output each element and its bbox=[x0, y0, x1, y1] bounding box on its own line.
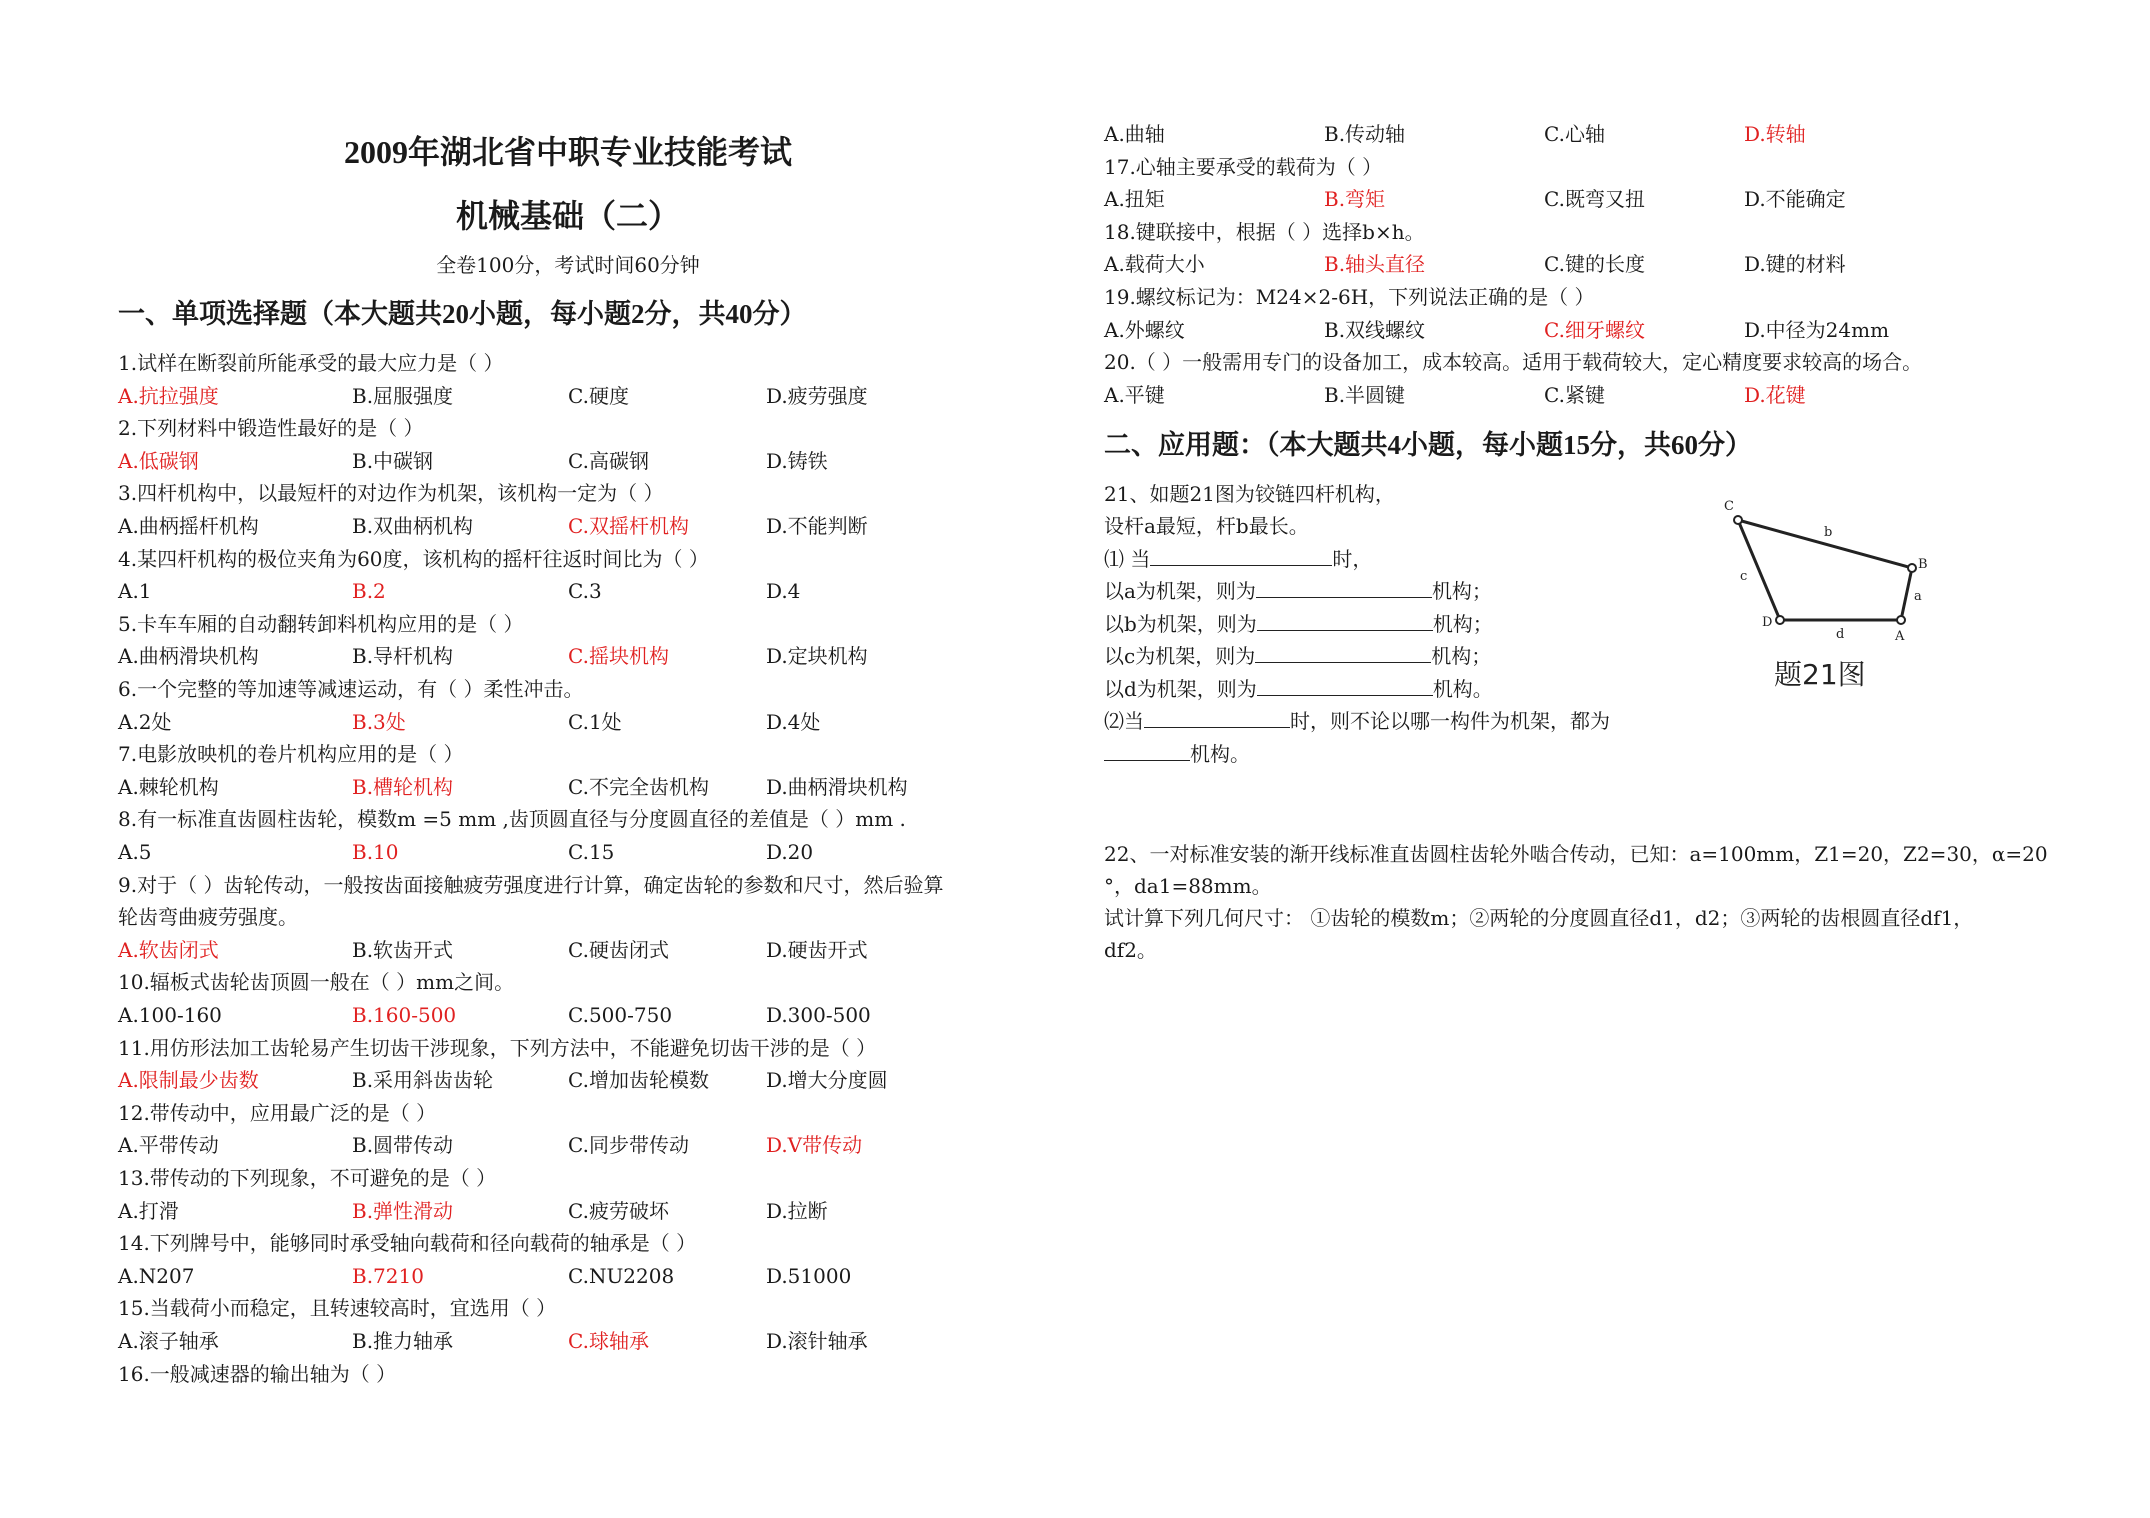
exam-subtitle: 机械基础（二） bbox=[455, 198, 680, 234]
option-c[interactable]: C.硬度 bbox=[568, 383, 629, 408]
option-c[interactable]: C.NU2208 bbox=[568, 1263, 675, 1288]
option-c[interactable]: C.增加齿轮模数 bbox=[568, 1068, 709, 1093]
option-d[interactable]: D.增大分度圆 bbox=[766, 1068, 888, 1093]
label-link-b: b bbox=[1824, 525, 1833, 540]
question-9-stem: 9.对于（ ）齿轮传动，一般按齿面接触疲劳强度进行计算，确定齿轮的参数和尺寸，然后验算 bbox=[118, 872, 944, 897]
q21-line-9 bbox=[1104, 738, 1250, 770]
option-d[interactable]: D.不能判断 bbox=[766, 514, 868, 538]
joint-b bbox=[1908, 564, 1916, 572]
option-c[interactable]: C.心轴 bbox=[1544, 122, 1605, 146]
option-c[interactable]: C.既弯又扭 bbox=[1544, 187, 1645, 212]
question-19-stem: 19.螺纹标记为：M24×2-6H，下列说法正确的是（ ） bbox=[1104, 285, 1595, 309]
label-link-c: c bbox=[1740, 569, 1748, 584]
option-b[interactable]: B.2 bbox=[352, 579, 386, 604]
q21-text: 机构； bbox=[1431, 579, 1492, 603]
option-d[interactable]: D.滚针轴承 bbox=[766, 1329, 868, 1353]
option-a[interactable]: A.平键 bbox=[1104, 382, 1165, 407]
answer-blank[interactable] bbox=[1104, 738, 1190, 761]
label-joint-c: C bbox=[1724, 499, 1734, 514]
option-b[interactable]: B.3处 bbox=[352, 709, 406, 734]
q21-text: 机构。 bbox=[1432, 677, 1493, 701]
link-a bbox=[1901, 568, 1912, 620]
option-c[interactable]: C.3 bbox=[568, 579, 602, 604]
option-b[interactable]: B.软齿开式 bbox=[352, 937, 454, 962]
answer-blank[interactable] bbox=[1150, 543, 1332, 566]
question-15-stem: 15.当载荷小而稳定，且转速较高时，宜选用（ ） bbox=[118, 1296, 557, 1321]
option-d[interactable]: D.不能确定 bbox=[1744, 187, 1846, 212]
option-b[interactable]: B.弯矩 bbox=[1324, 187, 1386, 212]
option-a[interactable]: A.N207 bbox=[118, 1263, 195, 1288]
q22-line-4: df2。 bbox=[1104, 938, 1157, 962]
option-a[interactable]: A.2处 bbox=[118, 709, 172, 734]
option-d[interactable]: D.键的材料 bbox=[1744, 252, 1846, 277]
q21-line-3 bbox=[1104, 543, 1372, 575]
question-4-stem: 4.某四杆机构的极位夹角为60度，该机构的摇杆往返时间比为（ ） bbox=[118, 546, 709, 571]
section-2-heading: 二、应用题：（本大题共4小题，每小题15分，共60分） bbox=[1104, 430, 1752, 460]
option-a[interactable]: A.限制最少齿数 bbox=[118, 1068, 259, 1093]
option-b[interactable]: B.160-500 bbox=[352, 1003, 457, 1027]
option-b[interactable]: B.10 bbox=[352, 840, 399, 864]
question-1-stem: 1.试样在断裂前所能承受的最大应力是（ ） bbox=[118, 351, 504, 375]
question-5-stem: 5.卡车车厢的自动翻转卸料机构应用的是（ ） bbox=[118, 611, 524, 636]
q21-line-2: 设杆a最短，杆b最长。 bbox=[1104, 514, 1309, 538]
option-d[interactable]: D.定块机构 bbox=[766, 644, 868, 669]
option-c[interactable]: C.硬齿闭式 bbox=[568, 937, 669, 962]
q21-text: 机构。 bbox=[1190, 742, 1250, 766]
option-d[interactable]: D.51000 bbox=[766, 1263, 852, 1288]
option-b[interactable]: B.双曲柄机构 bbox=[352, 514, 474, 538]
q21-line-1: 21、如题21图为铰链四杆机构， bbox=[1104, 482, 1395, 506]
question-3-stem: 3.四杆机构中，以最短杆的对边作为机架，该机构一定为（ ） bbox=[118, 481, 664, 506]
exam-info: 全卷100分，考试时间60分钟 bbox=[436, 253, 700, 277]
q21-text: 机构； bbox=[1431, 644, 1492, 668]
option-d[interactable]: D.20 bbox=[766, 840, 814, 864]
q21-text: ⑵当 bbox=[1104, 709, 1144, 733]
option-d[interactable]: D.硬齿开式 bbox=[766, 937, 868, 962]
option-d[interactable]: D.4处 bbox=[766, 709, 821, 734]
answer-blank[interactable] bbox=[1255, 640, 1431, 663]
answer-blank[interactable] bbox=[1256, 575, 1432, 598]
q22-line-1: 22、一对标准安装的渐开线标准直齿圆柱齿轮外啮合传动，已知：a=100mm，Z1=20，Z2=30，α=20 bbox=[1104, 842, 2048, 866]
option-b[interactable]: B.弹性滑动 bbox=[352, 1198, 454, 1223]
q21-text: 以d为机架，则为 bbox=[1104, 677, 1257, 701]
option-b[interactable]: B.7210 bbox=[352, 1263, 424, 1288]
option-c[interactable]: C.疲劳破坏 bbox=[568, 1198, 669, 1223]
option-b[interactable]: B.导杆机构 bbox=[352, 644, 454, 669]
question-17-stem: 17.心轴主要承受的载荷为（ ） bbox=[1104, 154, 1383, 179]
question-8-stem: 8.有一标准直齿圆柱齿轮，模数m =5 mm ,齿顶圆直径与分度圆直径的差值是（ ）mm . bbox=[118, 807, 906, 832]
label-joint-d: D bbox=[1762, 615, 1773, 630]
joint-a bbox=[1897, 616, 1905, 624]
option-d[interactable]: D.中径为24mm bbox=[1744, 317, 1890, 342]
q21-text: 以c为机架，则为 bbox=[1104, 644, 1256, 668]
option-b[interactable]: B.中碳钢 bbox=[352, 448, 434, 473]
option-b[interactable]: B.双线螺纹 bbox=[1324, 317, 1426, 342]
question-11-stem: 11.用仿形法加工齿轮易产生切齿干涉现象，下列方法中，不能避免切齿干涉的是（ ） bbox=[118, 1035, 877, 1060]
option-c[interactable]: C.1处 bbox=[568, 709, 622, 734]
option-c[interactable]: C.紧键 bbox=[1544, 382, 1605, 407]
q21-text: 机构； bbox=[1432, 612, 1493, 636]
option-b[interactable]: B.圆带传动 bbox=[352, 1133, 454, 1158]
question-9-stem-cont: 轮齿弯曲疲劳强度。 bbox=[118, 905, 298, 930]
option-a[interactable]: A.曲柄滑块机构 bbox=[118, 644, 259, 669]
option-b[interactable]: B.轴头直径 bbox=[1324, 252, 1426, 277]
answer-blank[interactable] bbox=[1144, 705, 1290, 728]
option-b[interactable]: B.半圆键 bbox=[1324, 382, 1406, 407]
q21-line-6 bbox=[1104, 640, 1491, 672]
joint-d bbox=[1776, 616, 1784, 624]
option-c[interactable]: C.不完全齿机构 bbox=[568, 774, 709, 799]
option-a[interactable]: A.5 bbox=[118, 840, 152, 864]
label-joint-b: B bbox=[1918, 557, 1928, 572]
option-a[interactable]: A.载荷大小 bbox=[1104, 252, 1205, 277]
option-d[interactable]: D.300-500 bbox=[766, 1003, 871, 1027]
q21-text: 时， bbox=[1332, 547, 1373, 571]
q21-text: ⑴ 当 bbox=[1104, 547, 1151, 571]
option-c[interactable]: C.摇块机构 bbox=[568, 644, 669, 669]
option-c[interactable]: C.球轴承 bbox=[568, 1329, 649, 1353]
option-a[interactable]: A.平带传动 bbox=[118, 1133, 219, 1158]
question-13-stem: 13.带传动的下列现象，不可避免的是（ ） bbox=[118, 1166, 497, 1190]
option-b[interactable]: B.传动轴 bbox=[1324, 122, 1406, 146]
answer-blank[interactable] bbox=[1257, 673, 1433, 696]
option-a[interactable]: A.打滑 bbox=[118, 1198, 179, 1223]
q21-line-8 bbox=[1104, 705, 1610, 737]
option-a[interactable]: A.外螺纹 bbox=[1104, 317, 1185, 342]
question-14-stem: 14.下列牌号中，能够同时承受轴向载荷和径向载荷的轴承是（ ） bbox=[118, 1231, 697, 1256]
question-6-stem: 6.一个完整的等加速等减速运动，有（ ）柔性冲击。 bbox=[118, 677, 584, 701]
option-a[interactable]: A.低碳钢 bbox=[118, 448, 199, 473]
question-2-stem: 2.下列材料中锻造性最好的是（ ） bbox=[118, 416, 424, 441]
question-18-stem: 18.键联接中，根据（ ）选择b×h。 bbox=[1104, 219, 1425, 244]
option-a[interactable]: A.软齿闭式 bbox=[118, 937, 219, 962]
option-a[interactable]: A.抗拉强度 bbox=[118, 383, 219, 408]
q21-line-4 bbox=[1104, 575, 1492, 607]
option-d[interactable]: D.V带传动 bbox=[766, 1133, 863, 1158]
option-b[interactable]: B.采用斜齿齿轮 bbox=[352, 1068, 494, 1093]
question-20-stem: 20.（ ）一般需用专门的设备加工，成本较高。适用于载荷较大，定心精度要求较高的场合。 bbox=[1104, 350, 1923, 375]
option-d[interactable]: D.4 bbox=[766, 579, 801, 604]
q21-line-7 bbox=[1104, 673, 1493, 705]
label-link-d: d bbox=[1836, 627, 1845, 642]
option-a[interactable]: A.1 bbox=[118, 579, 152, 604]
option-c[interactable]: C.键的长度 bbox=[1544, 252, 1645, 277]
q21-text: 以a为机架，则为 bbox=[1104, 579, 1256, 603]
option-a[interactable]: A.100-160 bbox=[118, 1003, 222, 1027]
option-a[interactable]: A.棘轮机构 bbox=[118, 774, 219, 799]
four-bar-linkage-figure bbox=[1704, 488, 1944, 698]
q21-text: 时，则不论以哪一构件为机架，都为 bbox=[1290, 709, 1610, 733]
section-1-heading: 一、单项选择题（本大题共20小题，每小题2分，共40分） bbox=[118, 299, 807, 329]
option-c[interactable]: C.同步带传动 bbox=[568, 1133, 689, 1158]
question-7-stem: 7.电影放映机的卷片机构应用的是（ ） bbox=[118, 742, 464, 767]
option-b[interactable]: B.推力轴承 bbox=[352, 1329, 454, 1353]
exam-title: 2009年湖北省中职专业技能考试 bbox=[343, 134, 792, 170]
option-c[interactable]: C.500-750 bbox=[568, 1003, 673, 1027]
joint-c bbox=[1734, 516, 1742, 524]
option-c[interactable]: C.双摇杆机构 bbox=[568, 514, 689, 538]
option-c[interactable]: C.细牙螺纹 bbox=[1544, 317, 1645, 342]
option-d[interactable]: D.疲劳强度 bbox=[766, 383, 868, 408]
label-link-a: a bbox=[1914, 589, 1922, 604]
option-a[interactable]: A.曲柄摇杆机构 bbox=[118, 514, 259, 538]
option-a[interactable]: A.曲轴 bbox=[1104, 122, 1165, 146]
q22-line-2: °，da1=88mm。 bbox=[1104, 874, 1272, 898]
label-joint-a: A bbox=[1895, 629, 1905, 644]
q22-line-3: 试计算下列几何尺寸： ①齿轮的模数m；②两轮的分度圆直径d1，d2；③两轮的齿根圆直径df1， bbox=[1104, 906, 1974, 930]
question-10-stem: 10.辐板式齿轮齿顶圆一般在（ ）mm之间。 bbox=[118, 970, 515, 995]
figure-caption: 题21图 bbox=[1774, 658, 1866, 691]
question-16-stem: 16.一般减速器的输出轴为（ ） bbox=[118, 1361, 397, 1386]
option-a[interactable]: A.滚子轴承 bbox=[118, 1329, 219, 1353]
option-b[interactable]: B.槽轮机构 bbox=[352, 774, 454, 799]
option-d[interactable]: D.花键 bbox=[1744, 382, 1806, 407]
option-d[interactable]: D.曲柄滑块机构 bbox=[766, 774, 908, 799]
option-c[interactable]: C.高碳钢 bbox=[568, 448, 649, 473]
option-c[interactable]: C.15 bbox=[568, 840, 615, 864]
option-d[interactable]: D.转轴 bbox=[1744, 122, 1806, 146]
answer-blank[interactable] bbox=[1257, 608, 1433, 631]
option-a[interactable]: A.扭矩 bbox=[1104, 187, 1165, 212]
option-d[interactable]: D.拉断 bbox=[766, 1198, 828, 1223]
q21-text: 以b为机架，则为 bbox=[1104, 612, 1257, 636]
option-d[interactable]: D.铸铁 bbox=[766, 448, 828, 473]
question-12-stem: 12.带传动中，应用最广泛的是（ ） bbox=[118, 1100, 437, 1125]
q21-line-5 bbox=[1104, 608, 1493, 640]
option-b[interactable]: B.屈服强度 bbox=[352, 383, 454, 408]
